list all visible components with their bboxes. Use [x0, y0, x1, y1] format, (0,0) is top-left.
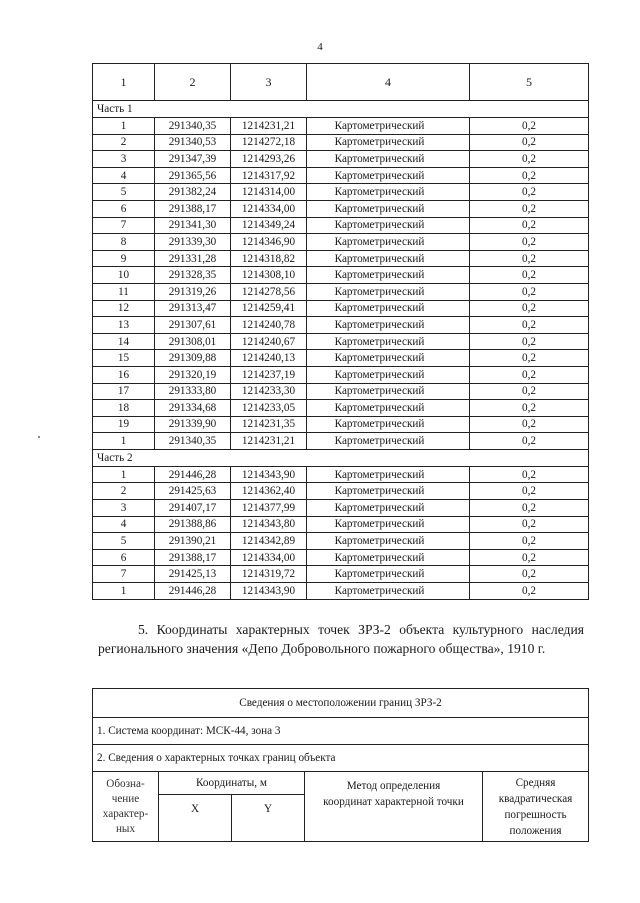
y-coordinate-cell: 1214233,05	[231, 400, 307, 417]
x-coordinate-cell: 291347,39	[155, 151, 231, 168]
y-coordinate-cell: 1214237,19	[231, 366, 307, 383]
scan-speck	[38, 436, 40, 438]
x-coordinate-cell: 291365,56	[155, 167, 231, 184]
x-coordinate-cell: 291382,24	[155, 184, 231, 201]
error-cell: 0,2	[470, 383, 589, 400]
y-coordinate-cell: 1214318,82	[231, 250, 307, 267]
method-cell: Картометрический	[307, 549, 470, 566]
point-number-cell: 6	[93, 549, 155, 566]
error-cell: 0,2	[470, 317, 589, 334]
point-number-cell: 7	[93, 566, 155, 583]
point-number-cell: 1	[93, 118, 155, 135]
table-row	[93, 400, 589, 417]
error-cell: 0,2	[470, 366, 589, 383]
method-cell: Картометрический	[307, 217, 470, 234]
points-info-line: 2. Сведения о характерных точках границ объекта	[93, 745, 589, 772]
x-coordinate-cell: 291446,28	[155, 466, 231, 483]
table-row	[93, 549, 589, 566]
method-cell: Картометрический	[307, 500, 470, 517]
method-cell: Картометрический	[307, 383, 470, 400]
x-coordinate-cell: 291331,28	[155, 250, 231, 267]
col-y: Y	[232, 795, 305, 842]
method-cell: Картометрический	[307, 350, 470, 367]
method-cell: Картометрический	[307, 250, 470, 267]
header-cell: 1	[93, 64, 155, 101]
error-cell: 0,2	[470, 118, 589, 135]
y-coordinate-cell: 1214231,21	[231, 118, 307, 135]
col-designation: Обозна- чение характер- ных	[93, 772, 159, 842]
x-coordinate-cell: 291319,26	[155, 283, 231, 300]
table-row	[93, 118, 589, 135]
col-x: X	[159, 795, 232, 842]
method-cell: Картометрический	[307, 151, 470, 168]
error-cell: 0,2	[470, 500, 589, 517]
error-cell: 0,2	[470, 416, 589, 433]
coord-system-line: 1. Система координат: МСК-44, зона 3	[93, 718, 589, 745]
table-row	[93, 416, 589, 433]
y-coordinate-cell: 1214240,78	[231, 317, 307, 334]
part-label-row	[93, 101, 589, 118]
point-number-cell: 8	[93, 234, 155, 251]
table-row	[93, 151, 589, 168]
error-cell: 0,2	[470, 300, 589, 317]
error-cell: 0,2	[470, 184, 589, 201]
point-number-cell: 7	[93, 217, 155, 234]
section-paragraph: 5. Координаты характерных точек ЗРЗ-2 объекта культурного наследия регионального значения «Депо Добровольного пожарного общества», 1910 г.	[98, 622, 584, 656]
y-coordinate-cell: 1214343,90	[231, 466, 307, 483]
table-row	[93, 500, 589, 517]
boundary-info-table	[92, 688, 589, 842]
table-row	[93, 433, 589, 450]
point-number-cell: 15	[93, 350, 155, 367]
part-label-row	[93, 449, 589, 466]
x-coordinate-cell: 291407,17	[155, 500, 231, 517]
point-number-cell: 4	[93, 516, 155, 533]
y-coordinate-cell: 1214342,89	[231, 533, 307, 550]
x-coordinate-cell: 291308,01	[155, 333, 231, 350]
y-coordinate-cell: 1214343,90	[231, 583, 307, 600]
error-cell: 0,2	[470, 566, 589, 583]
method-cell: Картометрический	[307, 366, 470, 383]
method-cell: Картометрический	[307, 583, 470, 600]
x-coordinate-cell: 291340,35	[155, 118, 231, 135]
point-number-cell: 5	[93, 184, 155, 201]
error-cell: 0,2	[470, 234, 589, 251]
method-cell: Картометрический	[307, 516, 470, 533]
point-number-cell: 2	[93, 134, 155, 151]
y-coordinate-cell: 1214319,72	[231, 566, 307, 583]
method-cell: Картометрический	[307, 317, 470, 334]
table-row	[93, 516, 589, 533]
table-row	[93, 383, 589, 400]
point-number-cell: 3	[93, 500, 155, 517]
error-cell: 0,2	[470, 283, 589, 300]
table-row	[93, 483, 589, 500]
y-coordinate-cell: 1214293,26	[231, 151, 307, 168]
x-coordinate-cell: 291334,68	[155, 400, 231, 417]
point-number-cell: 6	[93, 200, 155, 217]
point-number-cell: 18	[93, 400, 155, 417]
y-coordinate-cell: 1214346,90	[231, 234, 307, 251]
x-coordinate-cell: 291328,35	[155, 267, 231, 284]
error-cell: 0,2	[470, 250, 589, 267]
coordinates-table	[92, 63, 589, 600]
error-cell: 0,2	[470, 516, 589, 533]
method-cell: Картометрический	[307, 333, 470, 350]
error-cell: 0,2	[470, 267, 589, 284]
method-cell: Картометрический	[307, 267, 470, 284]
x-coordinate-cell: 291320,19	[155, 366, 231, 383]
x-coordinate-cell: 291307,61	[155, 317, 231, 334]
col-error: Средняя квадратическая погрешность положения	[483, 772, 589, 842]
point-number-cell: 12	[93, 300, 155, 317]
error-cell: 0,2	[470, 350, 589, 367]
error-cell: 0,2	[470, 151, 589, 168]
table-row	[93, 300, 589, 317]
header-cell: 5	[470, 64, 589, 101]
y-coordinate-cell: 1214231,21	[231, 433, 307, 450]
point-number-cell: 16	[93, 366, 155, 383]
method-cell: Картометрический	[307, 483, 470, 500]
method-cell: Картометрический	[307, 118, 470, 135]
x-coordinate-cell: 291339,90	[155, 416, 231, 433]
x-coordinate-cell: 291390,21	[155, 533, 231, 550]
point-number-cell: 19	[93, 416, 155, 433]
point-number-cell: 10	[93, 267, 155, 284]
x-coordinate-cell: 291340,53	[155, 134, 231, 151]
y-coordinate-cell: 1214343,80	[231, 516, 307, 533]
x-coordinate-cell: 291446,28	[155, 583, 231, 600]
table-row	[93, 333, 589, 350]
point-number-cell: 1	[93, 466, 155, 483]
x-coordinate-cell: 291309,88	[155, 350, 231, 367]
point-number-cell: 4	[93, 167, 155, 184]
method-cell: Картометрический	[307, 533, 470, 550]
y-coordinate-cell: 1214240,13	[231, 350, 307, 367]
method-cell: Картометрический	[307, 134, 470, 151]
header-cell: 4	[307, 64, 470, 101]
y-coordinate-cell: 1214259,41	[231, 300, 307, 317]
part-label: Часть 1	[93, 101, 589, 118]
table-row	[93, 350, 589, 367]
x-coordinate-cell: 291425,13	[155, 566, 231, 583]
col-method: Метод определения координат характерной точки	[305, 772, 483, 842]
y-coordinate-cell: 1214308,10	[231, 267, 307, 284]
x-coordinate-cell: 291313,47	[155, 300, 231, 317]
method-cell: Картометрический	[307, 416, 470, 433]
x-coordinate-cell: 291425,63	[155, 483, 231, 500]
method-cell: Картометрический	[307, 400, 470, 417]
error-cell: 0,2	[470, 333, 589, 350]
y-coordinate-cell: 1214334,00	[231, 549, 307, 566]
header-cell: 3	[231, 64, 307, 101]
error-cell: 0,2	[470, 483, 589, 500]
table-row	[93, 234, 589, 251]
error-cell: 0,2	[470, 549, 589, 566]
y-coordinate-cell: 1214233,30	[231, 383, 307, 400]
table-row	[93, 217, 589, 234]
x-coordinate-cell: 291388,86	[155, 516, 231, 533]
part-label: Часть 2	[93, 449, 589, 466]
error-cell: 0,2	[470, 400, 589, 417]
table-row	[93, 250, 589, 267]
table-row	[93, 533, 589, 550]
error-cell: 0,2	[470, 466, 589, 483]
table-row	[93, 134, 589, 151]
x-coordinate-cell: 291333,80	[155, 383, 231, 400]
point-number-cell: 1	[93, 433, 155, 450]
header-cell: 2	[155, 64, 231, 101]
x-coordinate-cell: 291340,35	[155, 433, 231, 450]
table-row	[93, 466, 589, 483]
method-cell: Картометрический	[307, 566, 470, 583]
y-coordinate-cell: 1214231,35	[231, 416, 307, 433]
point-number-cell: 9	[93, 250, 155, 267]
point-number-cell: 5	[93, 533, 155, 550]
y-coordinate-cell: 1214314,00	[231, 184, 307, 201]
x-coordinate-cell: 291388,17	[155, 200, 231, 217]
y-coordinate-cell: 1214317,92	[231, 167, 307, 184]
error-cell: 0,2	[470, 217, 589, 234]
col-coordinates: Координаты, м	[159, 772, 305, 795]
x-coordinate-cell: 291341,30	[155, 217, 231, 234]
point-number-cell: 1	[93, 583, 155, 600]
table-row	[93, 184, 589, 201]
info-table-caption: Сведения о местоположении границ ЗРЗ-2	[93, 689, 589, 718]
method-cell: Картометрический	[307, 433, 470, 450]
point-number-cell: 14	[93, 333, 155, 350]
table-row	[93, 317, 589, 334]
error-cell: 0,2	[470, 134, 589, 151]
point-number-cell: 2	[93, 483, 155, 500]
method-cell: Картометрический	[307, 184, 470, 201]
error-cell: 0,2	[470, 200, 589, 217]
method-cell: Картометрический	[307, 466, 470, 483]
method-cell: Картометрический	[307, 167, 470, 184]
method-cell: Картометрический	[307, 200, 470, 217]
y-coordinate-cell: 1214278,56	[231, 283, 307, 300]
table-row	[93, 283, 589, 300]
error-cell: 0,2	[470, 583, 589, 600]
table-header-row	[93, 64, 589, 101]
y-coordinate-cell: 1214362,40	[231, 483, 307, 500]
table-row	[93, 167, 589, 184]
error-cell: 0,2	[470, 533, 589, 550]
point-number-cell: 17	[93, 383, 155, 400]
point-number-cell: 13	[93, 317, 155, 334]
table-row	[93, 366, 589, 383]
y-coordinate-cell: 1214272,18	[231, 134, 307, 151]
error-cell: 0,2	[470, 433, 589, 450]
table-row	[93, 583, 589, 600]
y-coordinate-cell: 1214377,99	[231, 500, 307, 517]
method-cell: Картометрический	[307, 300, 470, 317]
error-cell: 0,2	[470, 167, 589, 184]
x-coordinate-cell: 291339,30	[155, 234, 231, 251]
point-number-cell: 3	[93, 151, 155, 168]
table-row	[93, 267, 589, 284]
point-number-cell: 11	[93, 283, 155, 300]
method-cell: Картометрический	[307, 283, 470, 300]
table-row	[93, 200, 589, 217]
y-coordinate-cell: 1214349,24	[231, 217, 307, 234]
method-cell: Картометрический	[307, 234, 470, 251]
table-row	[93, 566, 589, 583]
y-coordinate-cell: 1214334,00	[231, 200, 307, 217]
x-coordinate-cell: 291388,17	[155, 549, 231, 566]
page-number: 4	[317, 41, 323, 53]
y-coordinate-cell: 1214240,67	[231, 333, 307, 350]
